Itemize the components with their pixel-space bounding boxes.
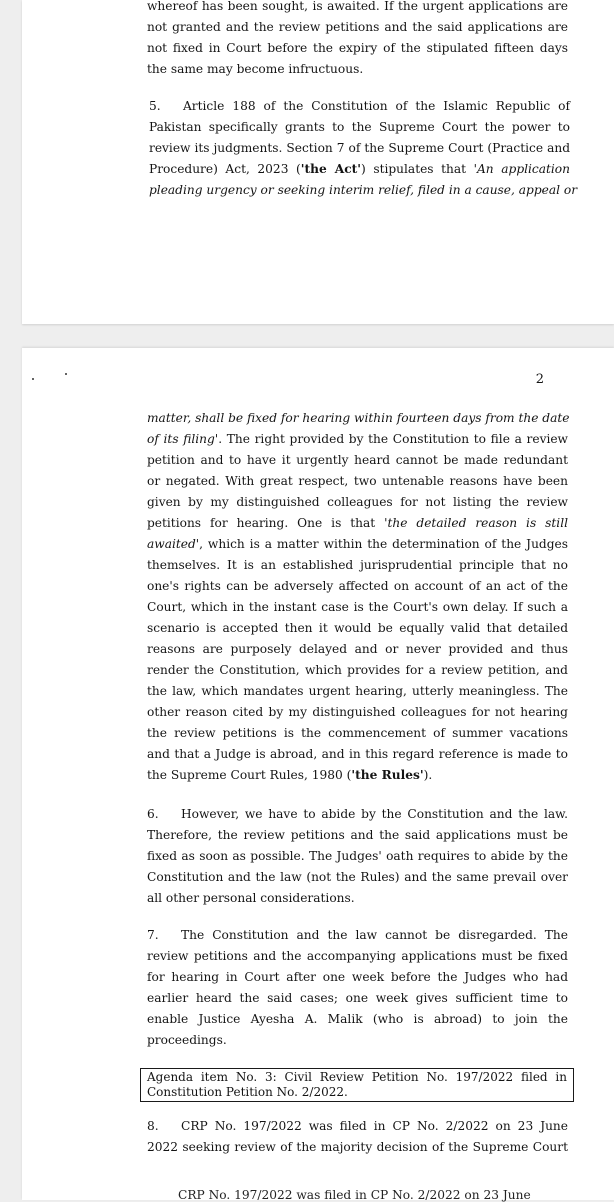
text-line: review its judgments. Section 7 of the Supreme Court (Practice and [149, 141, 570, 155]
text-span: petitions for hearing. One is that ' [147, 516, 388, 530]
text-span: Procedure) Act, 2023 ( [149, 162, 301, 176]
text-line: Pakistan specifically grants to the Supreme Court the power to [149, 120, 570, 134]
paragraph-number: 7. [147, 928, 159, 942]
text-span: , which is a matter within the determination of the Judges [199, 537, 568, 551]
text-span: ) stipulates that [360, 162, 474, 176]
paragraph-number: 8. [147, 1119, 159, 1133]
text-line: fixed as soon as possible. The Judges' oath requires to abide by the [147, 849, 568, 863]
text-span: Article 188 of the Constitution of the Islamic Republic of [183, 99, 570, 113]
page1-paragraph-continued [147, 0, 568, 80]
text-line [149, 159, 570, 180]
text-line: not fixed in Court before the expiry of the stipulated fifteen days [147, 41, 568, 55]
text-line: render the Constitution, which provides for a review petition, and [147, 663, 568, 677]
quoted-text: of its filing' [147, 432, 219, 446]
text-line [147, 534, 568, 555]
paragraph-number: 6. [147, 807, 159, 821]
text-line: the same may become infructuous. [147, 62, 364, 76]
text-line: review petitions and the accompanying applications must be fixed [147, 949, 568, 963]
scan-speck [65, 373, 67, 375]
text-line: Therefore, the review petitions and the said applications must be [147, 828, 568, 842]
text-span: . The right provided by the Constitution to file a review [218, 432, 568, 446]
text-line: themselves. It is an established jurisprudential principle that no [147, 558, 568, 572]
quoted-text: matter, shall be fixed for hearing within fourteen days from the date [147, 411, 570, 425]
quoted-text: awaited' [147, 537, 200, 551]
text-line: Constitution Petition No. 2/2022. [147, 1085, 348, 1099]
text-line: all other personal considerations. [147, 891, 355, 905]
text-line: Agenda item No. 3: Civil Review Petition No. 197/2022 filed in [147, 1070, 567, 1084]
defined-term: 'the Act' [300, 162, 361, 176]
text-line: petition and to have it urgently heard cannot be made redundant [147, 453, 568, 467]
page-number: 2 [535, 372, 544, 387]
text-line [147, 804, 568, 825]
document-page-1 [22, 0, 614, 324]
text-line: and that a Judge is abroad, and in this regard reference is made to [147, 747, 568, 761]
paragraph-5 [149, 96, 578, 201]
text-line [147, 429, 568, 450]
defined-term: 'the Rules' [351, 768, 424, 782]
text-line: other reason cited by my distinguished colleagues for not hearing [147, 705, 568, 719]
paragraph-5-continued [147, 408, 568, 786]
text-line [149, 96, 570, 117]
text-line: not granted and the review petitions and the said applications are [147, 20, 568, 34]
quoted-text: the detailed reason is still [387, 516, 569, 530]
text-line: proceedings. [147, 1033, 227, 1047]
scan-speck [32, 378, 34, 380]
text-line: earlier heard the said cases; one week gives sufficient time to [147, 991, 568, 1005]
text-line [147, 513, 568, 534]
text-line [147, 1116, 568, 1137]
text-line: 2022 seeking review of the majority decision of the Supreme Court [147, 1140, 568, 1154]
text-line: Court, which in the instant case is the Court's own delay. If such a [147, 600, 568, 614]
text-span: the Supreme Court Rules, 1980 ( [147, 768, 352, 782]
text-line: for hearing in Court after one week before the Judges who had [147, 970, 568, 984]
paragraph-6 [147, 804, 568, 909]
text-line: or negated. With great respect, two untenable reasons have been [147, 474, 568, 488]
paragraph-7 [147, 925, 568, 1051]
document-page-2 [22, 348, 614, 1200]
text-line [147, 925, 568, 946]
text-line: scenario is accepted then it would be equally valid that detailed [147, 621, 568, 635]
paragraph-number: 5. [149, 99, 161, 113]
text-span: However, we have to abide by the Constitution and the law. [181, 807, 568, 821]
text-line: enable Justice Ayesha A. Malik (who is abroad) to join the [147, 1012, 568, 1026]
text-line: the law, which mandates urgent hearing, utterly meaningless. The [147, 684, 568, 698]
text-span: The Constitution and the law cannot be disregarded. The [181, 928, 568, 942]
text-line: given by my distinguished colleagues for not listing the review [147, 495, 568, 509]
quoted-text: 'An application [473, 162, 570, 176]
text-line: one's rights can be adversely affected on account of an act of the [147, 579, 568, 593]
cut-off-text-line: CRP No. 197/2022 was filed in CP No. 2/2022 on 23 June [178, 1188, 531, 1202]
agenda-item-heading [140, 1068, 574, 1102]
text-line: the review petitions is the commencement of summer vacations [147, 726, 568, 740]
text-line: Constitution and the law (not the Rules) and the same prevail over [147, 870, 568, 884]
text-span: ). [423, 768, 433, 782]
text-line: reasons are purposely delayed and or never provided and thus [147, 642, 568, 656]
quoted-text: pleading urgency or seeking interim relief, filed in a cause, appeal or [149, 183, 578, 197]
text-line: whereof has been sought, is awaited. If the urgent applications are [147, 0, 568, 13]
text-span: CRP No. 197/2022 was filed in CP No. 2/2022 on 23 June [181, 1119, 568, 1133]
text-line [147, 765, 568, 786]
paragraph-8 [147, 1116, 568, 1158]
